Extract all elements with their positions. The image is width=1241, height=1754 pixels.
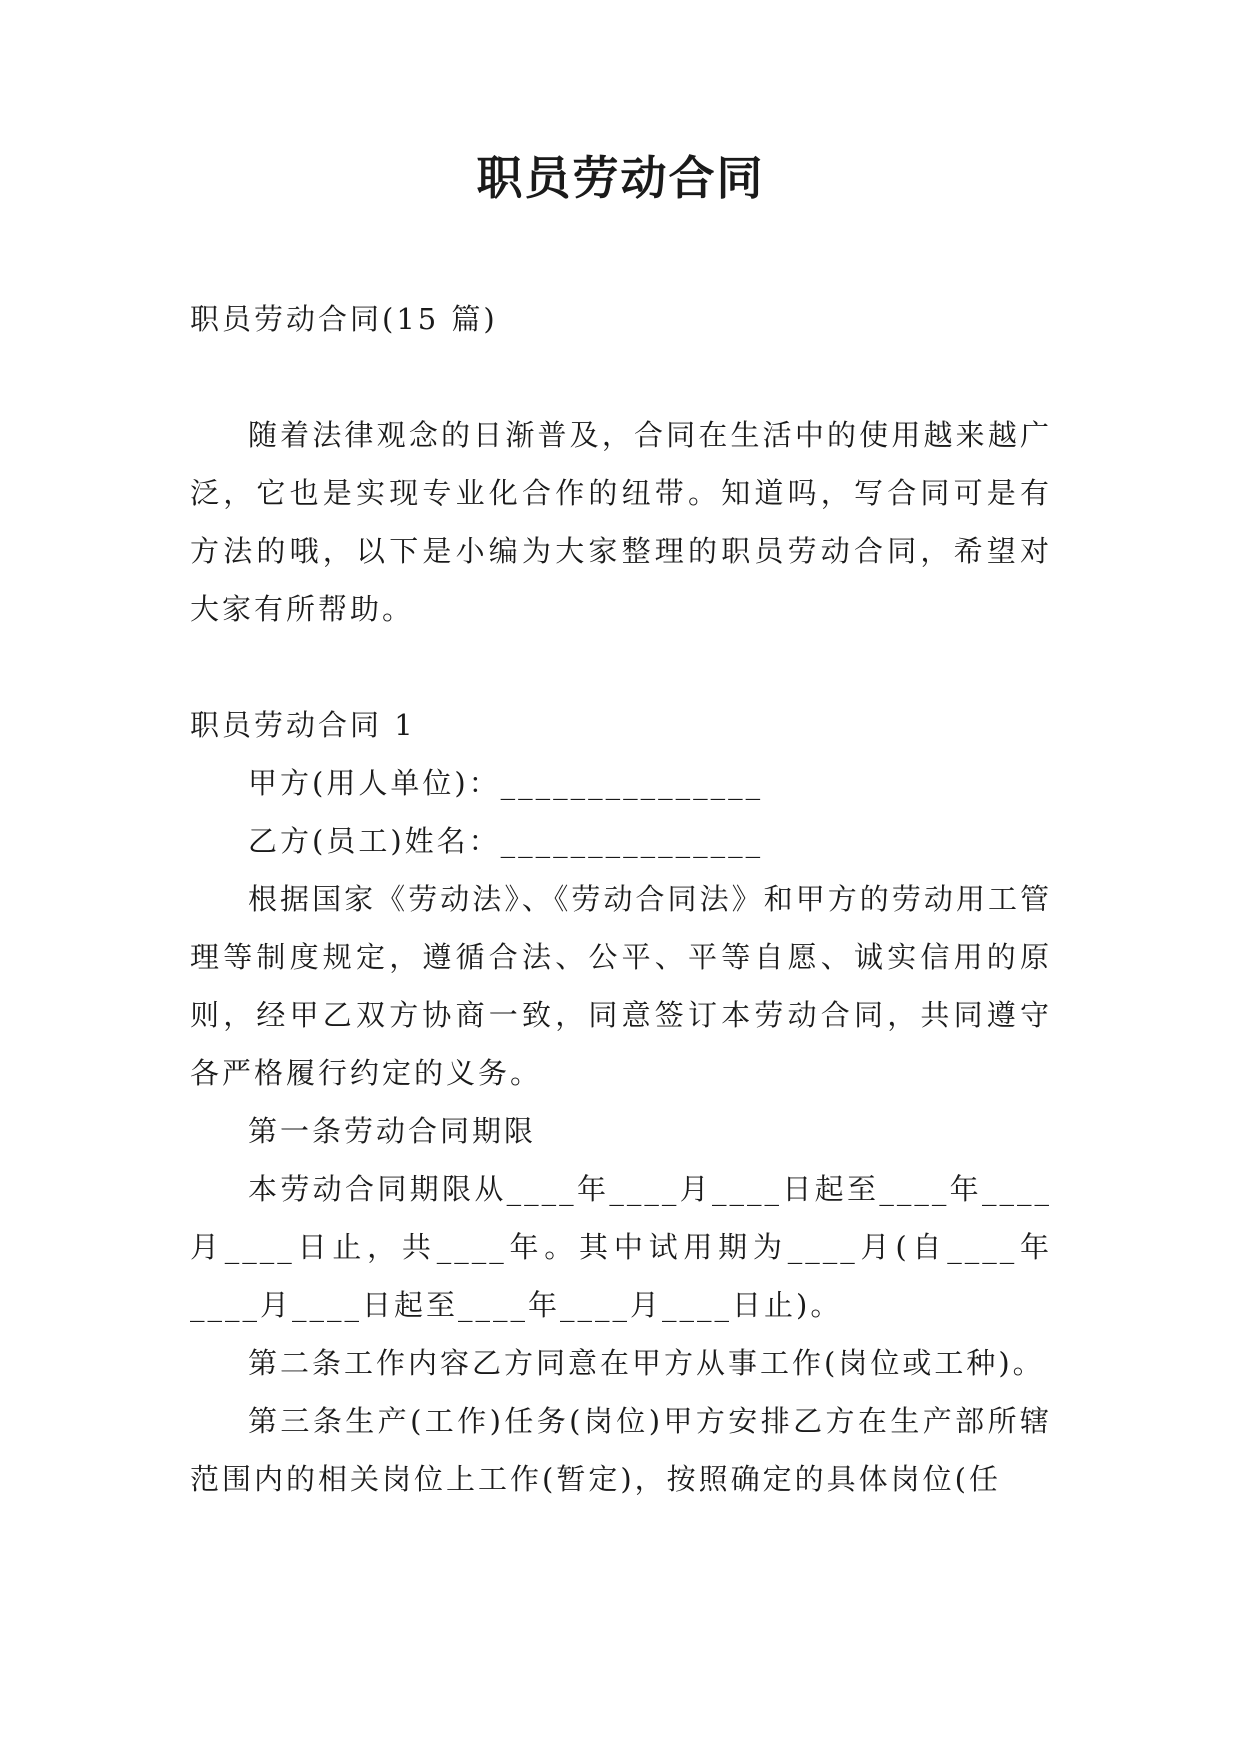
- document-title: 职员劳动合同: [476, 151, 765, 205]
- document-subtitle: 职员劳动合同(15 篇): [190, 302, 498, 336]
- article-2-paragraph: 第二条工作内容乙方同意在甲方从事工作(岗位或工种)。: [248, 1346, 1045, 1380]
- basis-paragraph: 根据国家《劳动法》、《劳动合同法》和甲方的劳动用工管理等制度规定，遵循合法、公平、平等自愿、诚实信用的原则，经甲乙双方协商一致，同意签订本劳动合同，共同遵守各严格履行约定的义务。: [190, 882, 1052, 1090]
- section-heading: 职员劳动合同 1: [190, 708, 416, 742]
- article-1-body: 本劳动合同期限从____年____月____日起至____年____月____日止，共____年。其中试用期为____月(自____年____月____日起至____年____月____日止)。: [190, 1172, 1052, 1322]
- article-3-paragraph: 第三条生产(工作)任务(岗位)甲方安排乙方在生产部所辖范围内的相关岗位上工作(暂定)，按照确定的具体岗位(任: [190, 1404, 1052, 1496]
- party-b-line: 乙方(员工)姓名：_______________: [248, 824, 764, 858]
- document-body: [190, 290, 1052, 1508]
- article-1-title: 第一条劳动合同期限: [248, 1114, 537, 1148]
- party-a-line: 甲方(用人单位)：_______________: [248, 766, 764, 800]
- intro-paragraph: 随着法律观念的日渐普及，合同在生活中的使用越来越广泛，它也是实现专业化合作的纽带。知道吗，写合同可是有方法的哦，以下是小编为大家整理的职员劳动合同，希望对大家有所帮助。: [190, 418, 1052, 626]
